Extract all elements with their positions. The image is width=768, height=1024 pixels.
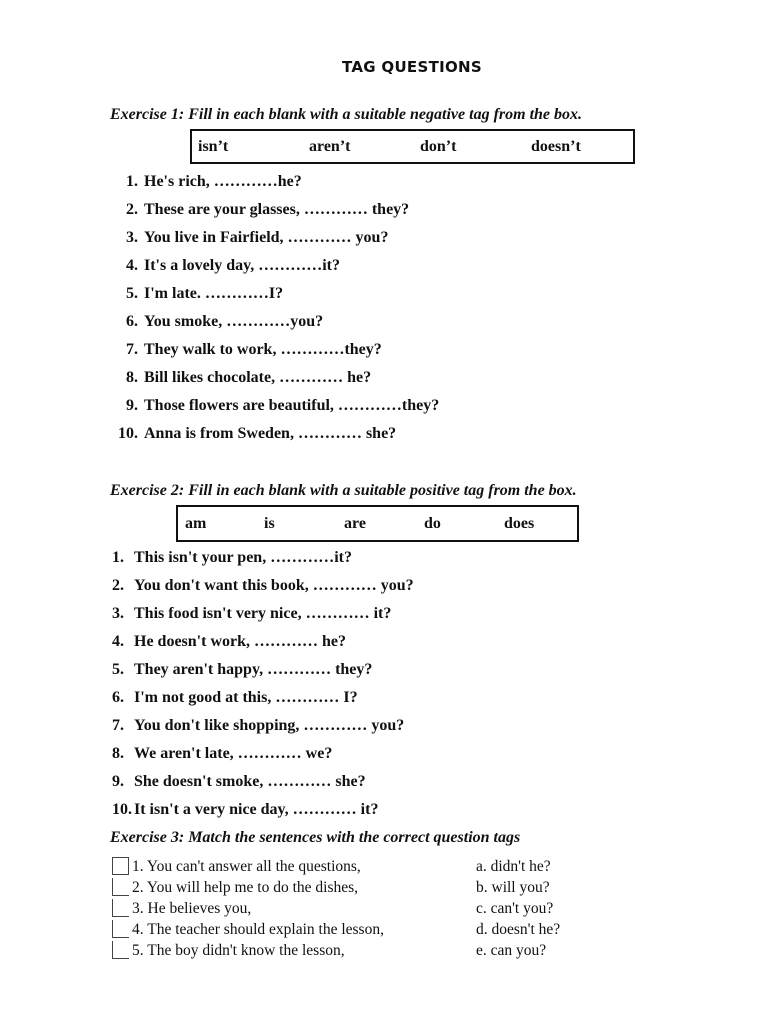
item-number: 10. [118,425,138,442]
item-text: Those flowers are beautiful, …………they? [144,397,440,414]
exercise-2-heading: Exercise 2: Fill in each blank with a suitable positive tag from the box. [110,482,577,499]
word-box-item: does [504,514,535,532]
item-text: This isn't your pen, …………it? [134,549,352,566]
item-text: It's a lovely day, …………it? [144,257,341,274]
item-number: 7. [112,717,124,734]
item-text: They aren't happy, ………… they? [134,661,373,678]
list-item [112,364,439,392]
question-tag: a. didn't he? [476,858,551,875]
item-number: 4. [126,257,138,274]
list-item [112,196,439,224]
sentence: 1. You can't answer all the questions, [132,858,361,875]
exercise-1-heading: Exercise 1: Fill in each blank with a suitable negative tag from the box. [110,106,583,123]
exercise-3-heading: Exercise 3: Match the sentences with the correct question tags [110,829,521,846]
answer-box[interactable] [112,878,129,896]
item-number: 4. [112,633,124,650]
item-number: 1. [112,549,124,566]
answer-box[interactable] [112,899,129,917]
item-text: I'm late. …………I? [144,285,284,302]
item-number: 8. [112,745,124,762]
question-tag: d. doesn't he? [476,921,561,938]
item-number: 6. [126,313,138,330]
list-item [112,796,414,824]
word-box-item: doesn’t [531,137,581,155]
item-text: You don't want this book, ………… you? [134,577,414,594]
item-text: He doesn't work, ………… he? [134,633,346,650]
exercise-1-list [112,168,439,448]
question-tag: b. will you? [476,879,550,896]
item-number: 10. [112,801,132,818]
list-item [112,308,439,336]
word-box-item: am [185,514,207,532]
item-number: 2. [112,577,124,594]
sentence: 5. The boy didn't know the lesson, [132,942,345,959]
item-text: They walk to work, …………they? [144,341,382,358]
question-tag: e. can you? [476,942,547,959]
item-text: Bill likes chocolate, ………… he? [144,369,372,386]
item-text: This food isn't very nice, ………… it? [134,605,392,622]
list-item [112,684,414,712]
list-item [112,336,439,364]
item-text: These are your glasses, ………… they? [144,201,410,218]
word-box-item: aren’t [309,137,351,155]
item-number: 2. [126,201,138,218]
item-text: Anna is from Sweden, ………… she? [144,425,397,442]
item-text: It isn't a very nice day, ………… it? [134,801,379,818]
word-box-item: are [344,514,366,532]
item-number: 6. [112,689,124,706]
word-box-item: do [424,514,441,532]
list-item [112,252,439,280]
list-item [112,600,414,628]
item-number: 9. [126,397,138,414]
list-item [112,628,414,656]
list-item [112,420,439,448]
exercise-2-list [112,544,414,824]
sentence: 3. He believes you, [132,900,252,917]
item-number: 5. [126,285,138,302]
list-item [112,656,414,684]
list-item [112,740,414,768]
item-text: I'm not good at this, ………… I? [134,689,358,706]
item-text: She doesn't smoke, ………… she? [134,773,366,790]
item-number: 1. [126,173,138,190]
sentence: 2. You will help me to do the dishes, [132,879,359,896]
answer-box[interactable] [112,920,129,938]
list-item [112,168,439,196]
item-number: 9. [112,773,124,790]
exercise-1-word-box [190,129,635,164]
item-number: 3. [126,229,138,246]
item-text: He's rich, …………he? [144,173,302,190]
list-item [112,392,439,420]
item-number: 8. [126,369,138,386]
list-item [112,572,414,600]
answer-box[interactable] [112,857,129,875]
item-text: We aren't late, ………… we? [134,745,333,762]
item-number: 5. [112,661,124,678]
sentence: 4. The teacher should explain the lesson, [132,921,384,938]
word-box-item: don’t [420,137,457,155]
answer-box[interactable] [112,941,129,959]
list-item [112,768,414,796]
word-box-item: isn’t [198,137,229,155]
question-tag: c. can't you? [476,900,554,917]
item-text: You don't like shopping, ………… you? [134,717,405,734]
list-item [112,280,439,308]
item-number: 7. [126,341,138,358]
item-text: You live in Fairfield, ………… you? [144,229,389,246]
item-text: You smoke, …………you? [144,313,324,330]
word-box-item: is [264,514,275,532]
list-item [112,224,439,252]
page-title: TAG QUESTIONS [341,58,482,76]
exercise-2-word-box [176,505,579,542]
list-item [112,712,414,740]
list-item [112,544,414,572]
item-number: 3. [112,605,124,622]
